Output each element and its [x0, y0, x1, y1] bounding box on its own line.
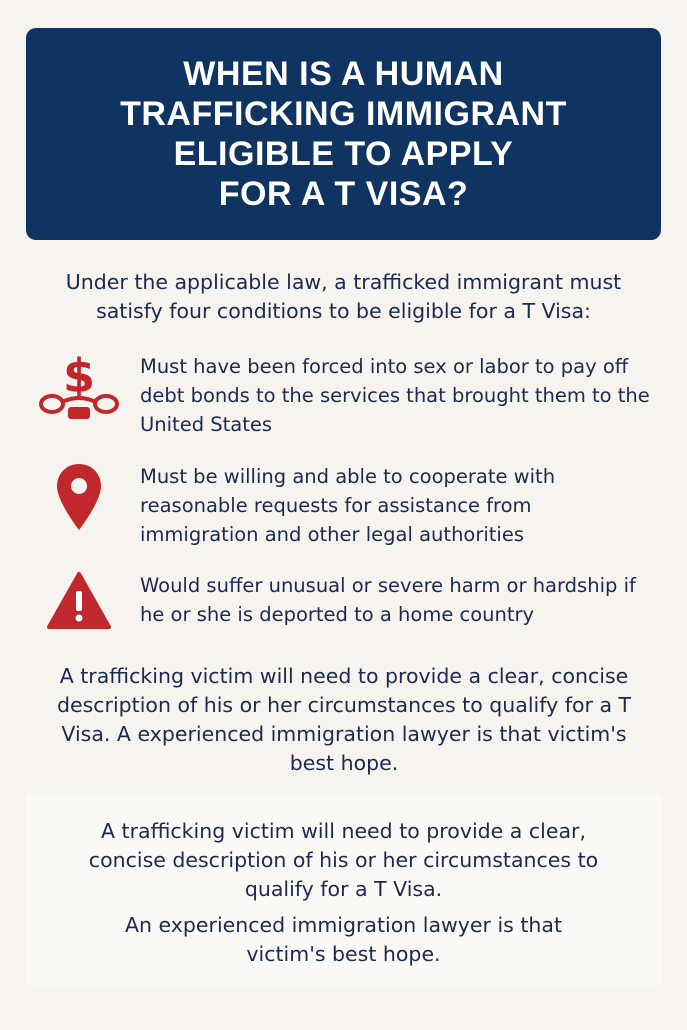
title-line: TRAFFICKING IMMIGRANT — [120, 95, 567, 133]
warning-triangle-icon — [36, 571, 122, 651]
condition-text: Would suffer unusual or severe harm or hardship if he or she is deported to a home country — [140, 574, 636, 626]
title-line: FOR A T VISA? — [218, 175, 469, 213]
card-text-1: A trafficking victim will need to provide a clear, concise description of his or her circumstances to qualify for a T Visa. — [88, 819, 599, 901]
intro-text: Under the applicable law, a trafficked immigrant must satisfy four conditions to be eligible for a T Visa: — [65, 270, 622, 323]
title-line: WHEN IS A HUMAN — [183, 55, 504, 93]
svg-text:$: $ — [62, 352, 96, 403]
condition-text: Must have been forced into sex or labor to pay off debt bonds to the services that brought them to the United States — [140, 355, 650, 436]
condition-text: Must be willing and able to cooperate with reasonable requests for assistance from immigration and other legal authorities — [140, 465, 556, 546]
dollar-handcuffs-icon — [36, 352, 122, 432]
card-text-2: An experienced immigration lawyer is that victim's best hope. — [124, 913, 563, 966]
title-line: ELIGIBLE TO APPLY — [173, 135, 514, 173]
condition-item — [36, 462, 656, 552]
map-pin-icon — [36, 462, 122, 542]
closing-text: A trafficking victim will need to provide a clear, concise description of his or her circumstances to qualify for a T Visa. A experienced immigration lawyer is that victim's best hope. — [56, 664, 632, 775]
title-banner — [26, 28, 661, 240]
summary-card — [26, 793, 661, 985]
condition-item — [36, 571, 656, 661]
condition-item — [36, 352, 656, 442]
